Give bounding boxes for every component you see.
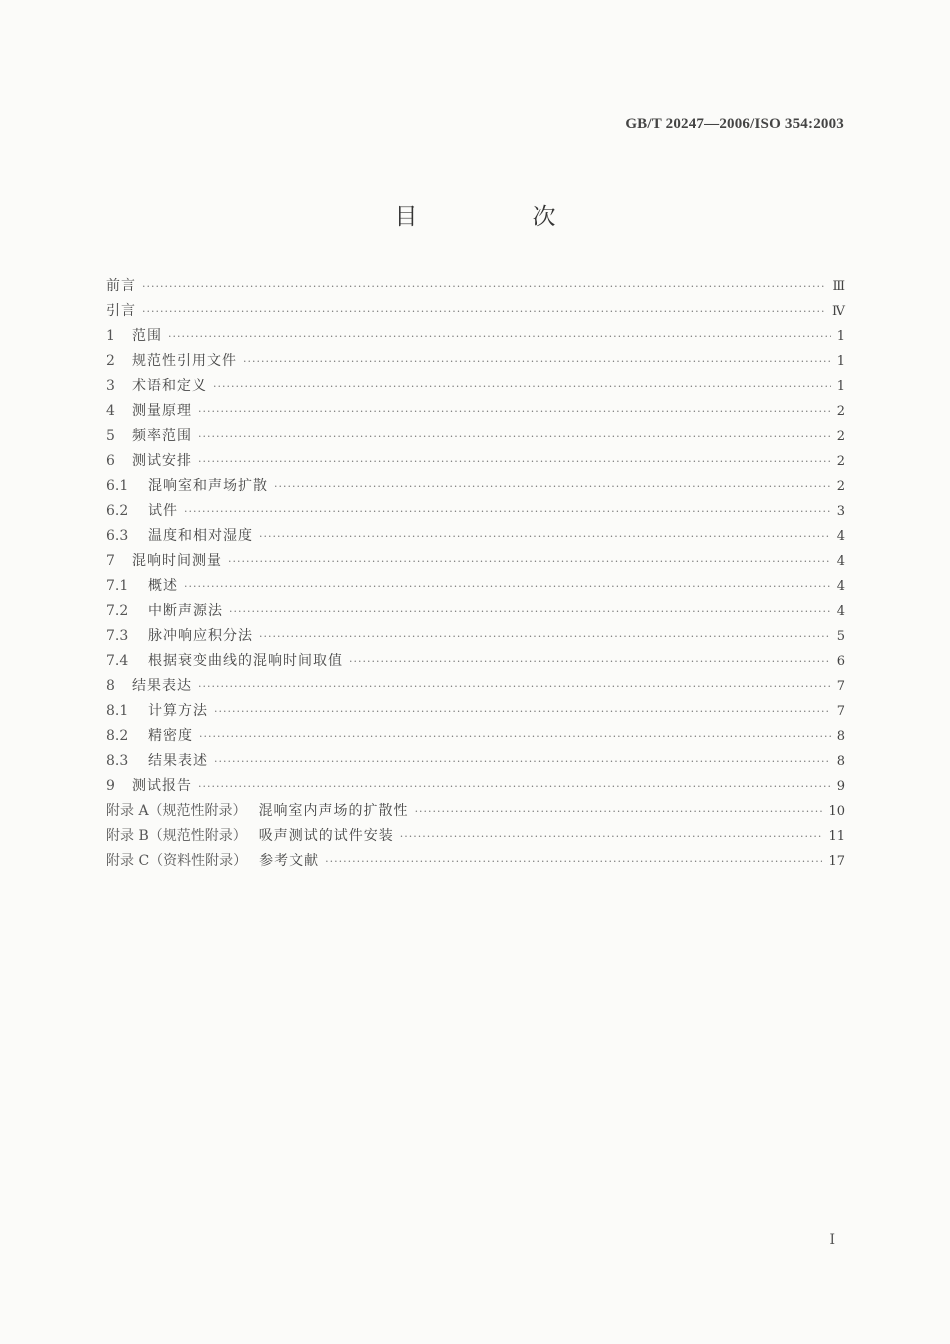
standard-code: GB/T 20247—2006/ISO 354:2003 <box>625 116 844 132</box>
toc-entry-number: 7.2 <box>106 603 129 619</box>
dot-leader <box>198 680 831 693</box>
dot-leader <box>415 805 823 818</box>
dot-leader <box>274 480 831 493</box>
dot-leader <box>198 405 831 418</box>
toc-entry-page: 8 <box>836 754 845 769</box>
toc-entry[interactable] <box>106 625 845 650</box>
toc-entry-page: 7 <box>836 679 845 694</box>
toc-entry-label: 概述 <box>148 578 178 594</box>
toc-entry-page: 5 <box>836 629 845 644</box>
toc-entry-label: 术语和定义 <box>132 378 207 394</box>
toc-entry[interactable] <box>106 475 845 500</box>
dot-leader <box>243 355 831 368</box>
toc-entry-label: 吸声测试的试件安装 <box>258 828 394 844</box>
toc-entry-label: 混响时间测量 <box>132 553 222 569</box>
dot-leader <box>168 330 831 343</box>
toc-entry-page: 7 <box>836 704 845 719</box>
toc-entry[interactable] <box>106 575 845 600</box>
toc-entry-label: 范围 <box>132 328 162 344</box>
toc-entry-number: 7.3 <box>106 628 129 644</box>
toc-entry-page: Ⅳ <box>832 304 845 319</box>
toc-entry-number: 附录 A（规范性附录） <box>106 803 247 819</box>
toc-entry-number: 8 <box>106 678 115 694</box>
toc-entry-label: 根据衰变曲线的混响时间取值 <box>148 653 343 669</box>
toc-entry-page: 2 <box>836 404 845 419</box>
toc-entry-label: 测量原理 <box>132 403 192 419</box>
toc-entry[interactable] <box>106 775 845 800</box>
toc-entry[interactable] <box>106 525 845 550</box>
toc-entry-label: 计算方法 <box>148 703 208 719</box>
toc-entry-number: 6 <box>106 453 115 469</box>
toc-title: 目 次 <box>394 204 602 230</box>
table-of-contents <box>106 275 845 875</box>
toc-entry-page: 4 <box>836 554 845 569</box>
toc-entry-page: 1 <box>836 379 845 394</box>
toc-entry[interactable] <box>106 350 845 375</box>
toc-entry-label: 脉冲响应积分法 <box>148 628 253 644</box>
toc-entry-number: 8.1 <box>106 703 129 719</box>
toc-entry-label: 结果表达 <box>132 678 192 694</box>
dot-leader <box>228 555 831 568</box>
toc-entry[interactable] <box>106 650 845 675</box>
toc-entry-label: 结果表述 <box>148 753 208 769</box>
toc-entry[interactable] <box>106 825 845 850</box>
toc-entry-page: Ⅲ <box>832 279 845 294</box>
toc-entry-label: 试件 <box>148 503 178 519</box>
toc-entry-number: 6.3 <box>106 528 129 544</box>
toc-entry[interactable] <box>106 600 845 625</box>
toc-entry-number: 9 <box>106 778 115 794</box>
toc-entry-page: 9 <box>836 779 845 794</box>
toc-entry[interactable] <box>106 500 845 525</box>
dot-leader <box>198 455 831 468</box>
dot-leader <box>198 430 831 443</box>
dot-leader <box>349 655 831 668</box>
toc-entry-label: 规范性引用文件 <box>132 353 237 369</box>
dot-leader <box>325 855 822 868</box>
toc-entry-page: 4 <box>836 579 845 594</box>
toc-entry-page: 2 <box>836 454 845 469</box>
toc-entry-number: 5 <box>106 428 115 444</box>
toc-entry-number: 6.2 <box>106 503 129 519</box>
dot-leader <box>259 530 831 543</box>
toc-entry-page: 10 <box>828 804 845 819</box>
toc-entry-number: 3 <box>106 378 115 394</box>
dot-leader <box>198 780 831 793</box>
toc-entry[interactable] <box>106 325 845 350</box>
toc-entry-label: 精密度 <box>148 728 193 744</box>
toc-entry-label: 测试安排 <box>132 453 192 469</box>
toc-entry[interactable] <box>106 550 845 575</box>
toc-entry[interactable] <box>106 675 845 700</box>
dot-leader <box>229 605 831 618</box>
toc-entry-page: 17 <box>828 854 845 869</box>
toc-entry-label: 参考文献 <box>259 853 320 869</box>
toc-entry-page: 3 <box>836 504 845 519</box>
toc-entry-label: 频率范围 <box>132 428 192 444</box>
toc-entry[interactable] <box>106 850 845 875</box>
toc-entry-page: 8 <box>836 729 845 744</box>
dot-leader <box>142 305 826 318</box>
toc-entry[interactable] <box>106 300 845 325</box>
page-number: I <box>829 1232 835 1248</box>
toc-entry-label: 前言 <box>106 278 136 294</box>
toc-entry-number: 7.4 <box>106 653 129 669</box>
toc-entry[interactable] <box>106 725 845 750</box>
toc-entry-number: 6.1 <box>106 478 129 494</box>
toc-entry-number: 8.3 <box>106 753 129 769</box>
toc-entry-page: 11 <box>828 829 845 844</box>
toc-entry-number: 附录 C（资料性附录） <box>106 853 248 869</box>
toc-entry-page: 1 <box>836 329 845 344</box>
toc-entry[interactable] <box>106 275 845 300</box>
toc-entry-page: 4 <box>836 529 845 544</box>
toc-entry[interactable] <box>106 700 845 725</box>
toc-entry-number: 7 <box>106 553 115 569</box>
dot-leader <box>142 280 826 293</box>
toc-entry[interactable] <box>106 750 845 775</box>
toc-entry-page: 4 <box>836 604 845 619</box>
toc-entry-page: 2 <box>836 429 845 444</box>
toc-entry-page: 6 <box>836 654 845 669</box>
toc-entry[interactable] <box>106 400 845 425</box>
toc-entry[interactable] <box>106 800 845 825</box>
toc-entry-label: 温度和相对湿度 <box>148 528 253 544</box>
toc-entry-page: 2 <box>836 479 845 494</box>
dot-leader <box>184 580 831 593</box>
dot-leader <box>199 730 831 743</box>
toc-entry-label: 引言 <box>106 303 136 319</box>
toc-entry[interactable] <box>106 450 845 475</box>
toc-entry-label: 中断声源法 <box>148 603 223 619</box>
dot-leader <box>184 505 831 518</box>
toc-entry-number: 1 <box>106 328 115 344</box>
toc-entry-number: 4 <box>106 403 115 419</box>
dot-leader <box>214 705 831 718</box>
dot-leader <box>259 630 831 643</box>
toc-entry-number: 2 <box>106 353 115 369</box>
toc-entry-number: 8.2 <box>106 728 129 744</box>
dot-leader <box>400 830 823 843</box>
toc-entry-label: 混响室内声场的扩散性 <box>258 803 409 819</box>
toc-entry-label: 混响室和声场扩散 <box>148 478 268 494</box>
toc-entry-page: 1 <box>836 354 845 369</box>
toc-entry-label: 测试报告 <box>132 778 192 794</box>
toc-entry-number: 7.1 <box>106 578 129 594</box>
dot-leader <box>214 755 831 768</box>
toc-entry-number: 附录 B（规范性附录） <box>106 828 247 844</box>
toc-entry[interactable] <box>106 375 845 400</box>
toc-entry[interactable] <box>106 425 845 450</box>
dot-leader <box>213 380 831 393</box>
